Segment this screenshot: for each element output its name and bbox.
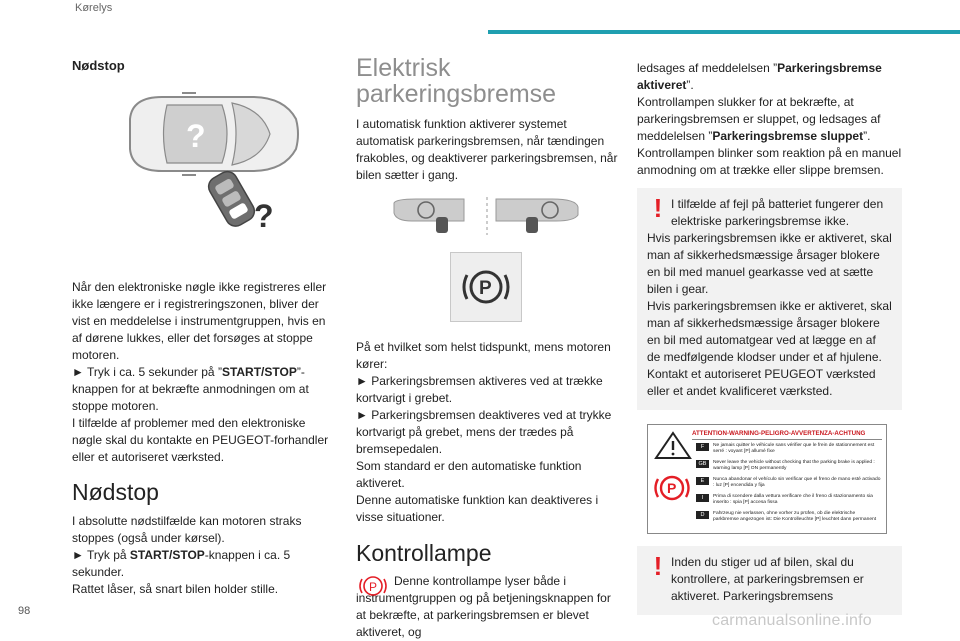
paragraph-default-auto: Som standard er den automatiske funktion aktiveret. bbox=[356, 459, 582, 490]
paragraph-warning-lamp: Denne kontrollampe lyser både i instrumentgruppen og på betjeningsknappen for at bekræfte, at parkeringsbremsen er blevet aktiveret, og bbox=[356, 574, 611, 639]
warning-automatic-gearbox: Hvis parkeringsbremsen ikke er aktiveret, skal man af sikkerhedsmæssige årsager blokere en bil med automatgear ved at lægge en af de medfølgende klodser under et af hjulene. bbox=[647, 299, 892, 364]
steering-wheel-icon-right bbox=[496, 199, 578, 233]
label-country-code: E bbox=[696, 477, 709, 485]
step-press-start-stop bbox=[72, 547, 334, 581]
key-illustration bbox=[72, 79, 334, 241]
step2-bold: START/STOP bbox=[129, 548, 205, 562]
paragraph-contact-dealer: I tilfælde af problemer med den elektroniske nøgle skal du kontakte en PEUGEOT-forhandler eller et autoriseret værksted. bbox=[72, 416, 329, 464]
paragraph-deactivate-auto: Denne automatiske funktion kan deaktiveres i visse situationer. bbox=[356, 493, 599, 524]
msg1-bold: Parkeringsbremse aktiveret bbox=[637, 61, 882, 92]
msg2-bold: Parkeringsbremse sluppet bbox=[712, 129, 864, 143]
step2-prefix: ► Tryk på bbox=[72, 548, 130, 562]
warning-triangle-icon bbox=[653, 430, 693, 460]
label-row bbox=[696, 494, 882, 511]
label-title: ATTENTION-WARNING-PELIGRO-AVVERTENZA-ACHTUNG bbox=[692, 430, 866, 437]
warning-exclamation-icon: ! bbox=[653, 551, 663, 581]
warning-box-before-leaving bbox=[637, 546, 902, 615]
paragraph-emergency: I absolutte nødstilfælde kan motoren straks stoppes (også under kørsel). bbox=[72, 514, 302, 545]
label-country-code: I bbox=[696, 494, 709, 502]
header-section-title: Kørelys bbox=[75, 2, 113, 14]
electronic-key-icon bbox=[205, 168, 258, 230]
paragraph-brake-activated-msg bbox=[637, 60, 902, 94]
warning-lamp-block bbox=[356, 573, 618, 641]
question-mark-icon-key: ? bbox=[254, 198, 274, 234]
step1-prefix: ► Tryk i ca. 5 sekunder på ” bbox=[72, 365, 222, 379]
column-3 bbox=[637, 50, 902, 615]
warning-contact-workshop: Kontakt et autoriseret PEUGEOT værksted eller et andet kvalificeret værksted. bbox=[647, 367, 876, 398]
label-row-text: Ne jamais quitter le véhicule sans vérifier que le frein de stationnement est serré : voyant [P] allumé fixe bbox=[713, 443, 875, 454]
label-row bbox=[696, 460, 882, 477]
label-row bbox=[696, 443, 882, 460]
label-row-text: Prima di scendere dalla vettura verificare che il freno di stazionamento sia inserito : spia [P] accesa fissa bbox=[713, 494, 873, 505]
svg-text:P: P bbox=[479, 278, 492, 299]
step2-suffix: -knappen i ca. 5 sekunder. bbox=[72, 548, 291, 579]
label-row bbox=[696, 511, 882, 528]
paragraph-automatic-mode: I automatisk funktion aktiverer systemet automatisk parkeringsbremsen, når tændingen frakobles, og deaktiverer parkeringsbremsen, når bilen sætter i gang. bbox=[356, 117, 618, 182]
label-country-code: F bbox=[696, 443, 709, 451]
step-deactivate: ► Parkeringsbremsen deaktiveres ved at trykke kortvarigt på grebet, mens der trædes på bremsepedalen. bbox=[356, 408, 612, 456]
label-country-code: GB bbox=[696, 460, 709, 468]
car-top-view-icon bbox=[72, 79, 334, 241]
parking-brake-icon-red bbox=[356, 573, 390, 599]
header-accent-bar bbox=[488, 30, 960, 34]
parking-brake-icon bbox=[451, 253, 521, 321]
warning-battery-line: I tilfælde af fejl på batteriet fungerer den elektriske parkeringsbremse ikke. bbox=[671, 197, 884, 228]
warning-label-sticker bbox=[647, 424, 887, 534]
label-row-text: Nunca abandonar el vehículo sin verificar que el freno de mano esté activado : luz [P] encendida y fija bbox=[713, 477, 881, 488]
msg2-prefix: Kontrollampen slukker for at bekræfte, at parkeringsbremsen er sluppet, og ledsages af meddelelsen ” bbox=[637, 95, 881, 143]
msg1-prefix: ledsages af meddelelsen ” bbox=[637, 61, 778, 75]
svg-text:P: P bbox=[369, 580, 378, 594]
heading-electric-parking-brake-1: Elektrisk bbox=[356, 54, 451, 82]
svg-text:P: P bbox=[667, 480, 677, 496]
msg2-suffix: ”. bbox=[863, 129, 871, 143]
msg1-suffix: ”. bbox=[686, 78, 694, 92]
step1-suffix: ”-knappen for at bekræfte anmodningen om at stoppe motoren. bbox=[72, 365, 309, 413]
label-rows bbox=[696, 443, 882, 528]
watermark: carmanualsonline.info bbox=[712, 612, 872, 629]
label-country-code: D bbox=[696, 511, 709, 519]
label-row-text: Fahrzeug nie verlassen, ohne vorher zu prüfen, ob die elektrische parkbremse angezogen ist: Die Kontrolleuchte [P] leuchtet dann permanent bbox=[713, 511, 877, 522]
steering-wheel-illustration bbox=[356, 195, 618, 243]
step-hold-start-stop bbox=[72, 364, 334, 415]
paragraph-steering-lock: Rattet låser, så snart bilen holder stille. bbox=[72, 582, 279, 596]
warning-manual-gearbox: Hvis parkeringsbremsen ikke er aktiveret, skal man af sikkerhedsmæssige årsager blokere en bil med manuel gearkasse ved at sætte bilen i gear. bbox=[647, 231, 892, 296]
label-row bbox=[696, 477, 882, 494]
parking-brake-icon-label bbox=[651, 471, 693, 505]
question-mark-icon: ? bbox=[186, 118, 206, 154]
parking-brake-button bbox=[450, 252, 522, 322]
paragraph-key-not-detected: Når den elektroniske nøgle ikke registreres eller ikke længere er i registreringszonen, bliver der vist en meddelelse i instrumentgruppen, hvis en af dørene lukkes, eller det forsøges at stoppe motoren. bbox=[72, 280, 327, 362]
heading-emergency-stop-top: Nødstop bbox=[72, 58, 125, 73]
paragraph-brake-released-msg bbox=[637, 94, 902, 145]
steering-wheel-icon bbox=[394, 199, 464, 233]
label-title-rule bbox=[692, 439, 882, 440]
heading-warning-lamp: Kontrollampe bbox=[356, 540, 492, 566]
page-number: 98 bbox=[18, 605, 31, 617]
warning-exclamation-icon: ! bbox=[653, 193, 663, 223]
column-2 bbox=[356, 50, 618, 641]
warning-before-leaving-line: Inden du stiger ud af bilen, skal du kontrollere, at parkeringsbremsen er aktiveret. Parkeringsbremsens bbox=[671, 555, 864, 603]
step1-bold: START/STOP bbox=[221, 365, 297, 379]
label-row-text: Never leave the vehicle without checking that the parking brake is applied : warning lamp [P] ON permanently bbox=[713, 460, 875, 471]
column-1 bbox=[72, 50, 334, 598]
step-activate: ► Parkeringsbremsen aktiveres ved at trække kortvarigt i grebet. bbox=[356, 374, 603, 405]
paragraph-engine-running: På et hvilket som helst tidspunkt, mens motoren kører: bbox=[356, 340, 611, 371]
warning-box-battery bbox=[637, 188, 902, 410]
heading-electric-parking-brake-2: parkeringsbremse bbox=[356, 80, 557, 108]
heading-emergency-stop: Nødstop bbox=[72, 479, 159, 505]
paragraph-lamp-flashes: Kontrollampen blinker som reaktion på en manuel anmodning om at trække eller slippe bremsen. bbox=[637, 146, 902, 177]
